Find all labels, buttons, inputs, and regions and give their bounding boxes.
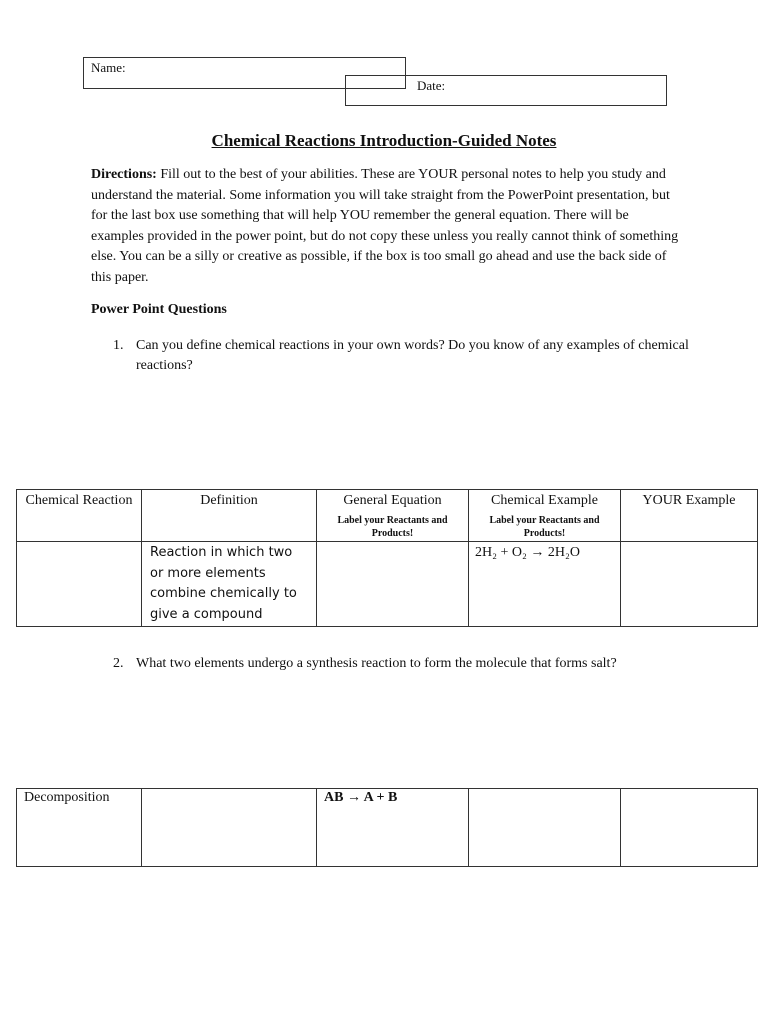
decomposition-table: [16, 788, 758, 867]
directions-paragraph: [91, 165, 683, 289]
cell-general-equation[interactable]: [317, 542, 469, 627]
table-row: [17, 542, 758, 627]
date-label: Date:: [417, 78, 446, 93]
directions-label: Directions:: [91, 167, 157, 182]
name-label: Name:: [91, 60, 126, 75]
cell-your-example[interactable]: [621, 542, 758, 627]
section-heading: Power Point Questions: [91, 302, 227, 317]
cell-chemical-example: 2H₂ + O₂ → 2H₂O: [469, 542, 621, 627]
directions-text: Fill out to the best of your abilities. These are YOUR personal notes to help you study and understand the material. Some information you will take straight from the PowerPoint presentation, but for the last box use something that will help YOU remember the general equation. There will be examples provided in the power point, but do not copy these unless you really cannot think of something else. You can be a silly or creative as possible, if the box is too small go ahead and use the back side of this paper.: [91, 167, 679, 285]
cell-chemical-example[interactable]: [469, 789, 621, 867]
question-number: 1.: [113, 338, 124, 353]
header-your-example: YOUR Example: [621, 490, 758, 542]
cell-definition: Reaction in which two or more elements combine chemically to give a compound: [142, 542, 317, 627]
cell-reaction[interactable]: [17, 542, 142, 627]
cell-general-equation: AB → A + B: [317, 789, 469, 867]
question-1: [113, 336, 693, 376]
cell-your-example[interactable]: [621, 789, 758, 867]
header-chemical-example: Chemical Example Label your Reactants and Products!: [469, 490, 621, 542]
header-chemical-reaction: Chemical Reaction: [17, 490, 142, 542]
header-subnote: Label your Reactants and Products!: [489, 515, 600, 539]
reaction-table: [16, 489, 758, 627]
header-general-equation: General Equation Label your Reactants and Products!: [317, 490, 469, 542]
page-title: Chemical Reactions Introduction-Guided Notes: [211, 131, 557, 150]
table-header-row: [17, 490, 758, 542]
header-subnote: Label your Reactants and Products!: [337, 515, 448, 539]
cell-definition[interactable]: [142, 789, 317, 867]
question-text: What two elements undergo a synthesis reaction to form the molecule that forms salt?: [136, 656, 617, 671]
table-row: [17, 789, 758, 867]
date-field[interactable]: [345, 75, 667, 106]
question-number: 2.: [113, 656, 124, 671]
cell-reaction: Decomposition: [17, 789, 142, 867]
header-definition: Definition: [142, 490, 317, 542]
question-2: [113, 654, 693, 674]
question-text: Can you define chemical reactions in your own words? Do you know of any examples of chemical reactions?: [136, 338, 689, 373]
